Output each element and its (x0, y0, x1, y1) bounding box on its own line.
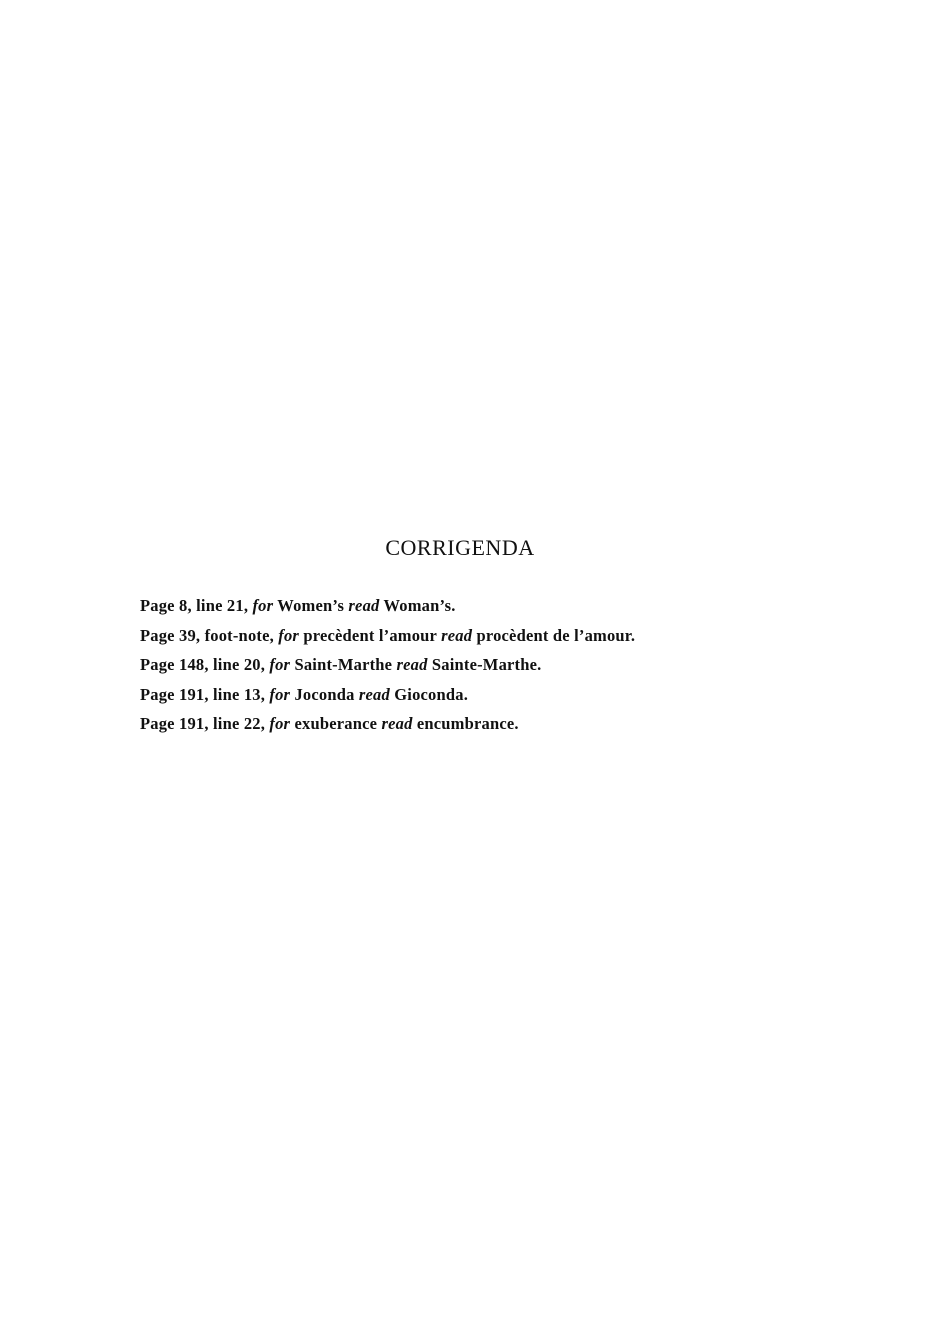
wrong-text: Women’s (277, 596, 345, 615)
entry-location: Page 191, line 13, (140, 684, 266, 704)
correct-text: Woman’s. (383, 596, 456, 615)
corrigenda-entry (140, 621, 635, 651)
entry-location: Page 191, line 22, (140, 714, 266, 733)
for-label: for (269, 684, 291, 704)
wrong-text: exuberance (294, 714, 378, 733)
entry-location: Page 39, foot-note, (140, 625, 274, 645)
corrigenda-entry (140, 650, 635, 680)
for-label: for (278, 625, 300, 645)
read-label: read (441, 625, 473, 645)
corrigenda-entry (140, 680, 635, 710)
entry-location: Page 148, line 20, (140, 655, 266, 674)
correct-text: Sainte-Marthe. (431, 655, 542, 674)
wrong-text: Saint-Marthe (294, 655, 393, 674)
for-label: for (252, 596, 274, 615)
read-label: read (348, 596, 380, 615)
read-label: read (396, 655, 428, 674)
entry-location: Page 8, line 21, (140, 596, 249, 615)
corrigenda-entry (140, 709, 635, 739)
corrigenda-entry (140, 591, 635, 621)
wrong-text: Joconda (294, 684, 355, 704)
for-label: for (269, 655, 291, 674)
correct-text: procèdent de l’amour. (476, 625, 636, 645)
wrong-text: precèdent l’amour (303, 625, 437, 645)
page-title: CORRIGENDA (385, 535, 535, 560)
for-label: for (269, 714, 291, 733)
corrigenda-list (140, 591, 635, 739)
correct-text: encumbrance. (416, 714, 519, 733)
read-label: read (381, 714, 413, 733)
read-label: read (358, 684, 390, 704)
correct-text: Gioconda. (394, 684, 469, 704)
